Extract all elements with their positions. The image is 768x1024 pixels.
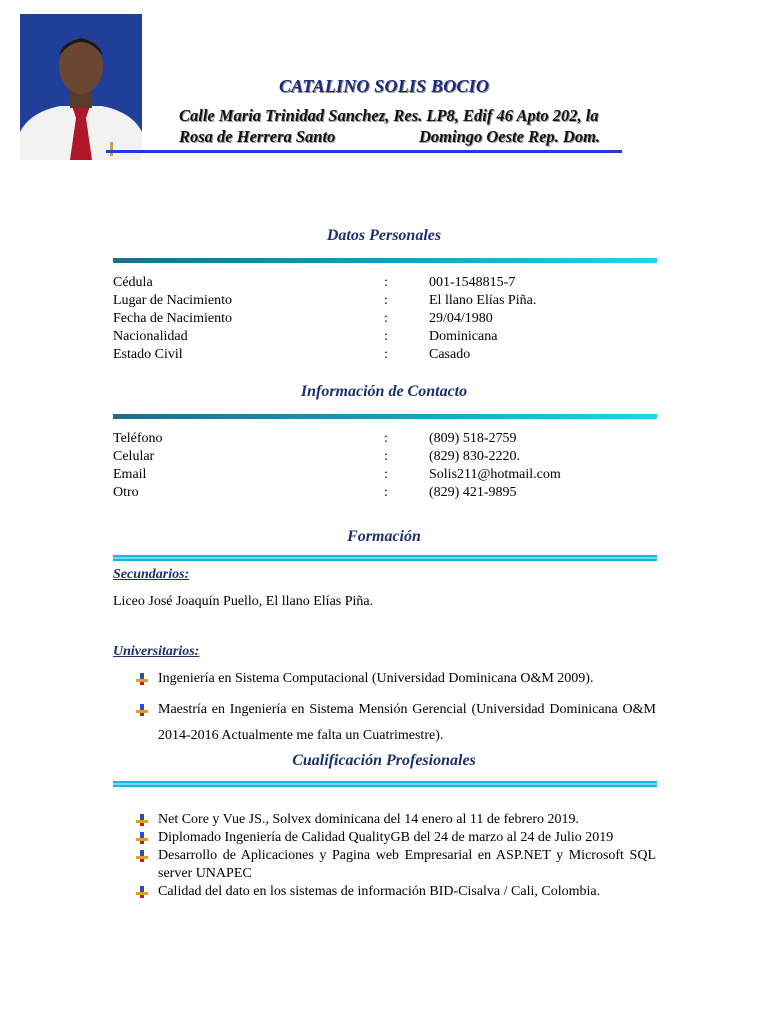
- section-divider-qualifications: [113, 781, 657, 787]
- field-label: Teléfono: [113, 431, 163, 446]
- candidate-name: CATALINO SOLIS BOCIO: [278, 76, 490, 96]
- field-label: Fecha de Nacimiento: [113, 311, 232, 326]
- subsection-university: Universitarios:: [113, 644, 200, 659]
- bullet-icon: [136, 886, 148, 898]
- qualification-item: Net Core y Vue JS., Solvex dominicana del 14 enero al 11 de febrero 2019.: [158, 812, 579, 827]
- field-value: (829) 421-9895: [429, 485, 517, 500]
- field-value: Dominicana: [429, 329, 498, 344]
- section-divider-education: [113, 555, 657, 561]
- qualification-item: Calidad del dato en los sistemas de información BID-Cisalva / Cali, Colombia.: [158, 884, 601, 899]
- list-item: [136, 670, 656, 688]
- list-item: [136, 829, 656, 847]
- field-label: Estado Civil: [113, 347, 183, 362]
- bullet-icon: [136, 673, 148, 685]
- field-value: (829) 830-2220.: [429, 449, 520, 464]
- field-value: El llano Elías Piña.: [429, 293, 537, 308]
- section-title-contact: Información de Contacto: [300, 383, 468, 400]
- header-divider: [106, 150, 622, 153]
- list-item: [136, 883, 656, 901]
- section-title-education: Formación: [347, 528, 421, 545]
- list-item: [136, 811, 656, 829]
- bullet-icon: [136, 850, 148, 862]
- field-value: 001-1548815-7: [429, 275, 516, 290]
- field-value: 29/04/1980: [429, 311, 493, 326]
- field-value: Solis211@hotmail.com: [429, 467, 561, 482]
- university-item: Ingeniería en Sistema Computacional (Universidad Dominicana O&M 2009).: [158, 671, 594, 686]
- list-item: [136, 847, 656, 883]
- subsection-secondary: Secundarios:: [113, 567, 190, 582]
- field-label: Cédula: [113, 275, 153, 290]
- qualification-item: Desarrollo de Aplicaciones y Pagina web Empresarial en ASP.NET y Microsoft SQL server UNAPEC: [158, 848, 656, 881]
- field-separator: :: [384, 467, 388, 482]
- field-label: Lugar de Nacimiento: [113, 293, 232, 308]
- qualification-item: Diplomado Ingeniería de Calidad QualityGB del 24 de marzo al 24 de Julio 2019: [158, 830, 614, 845]
- secondary-school: Liceo José Joaquín Puello, El llano Elías Piña.: [113, 594, 374, 609]
- address-line-2a: Rosa de Herrera Santo: [179, 127, 336, 146]
- field-value: (809) 518-2759: [429, 431, 517, 446]
- bullet-icon: [136, 704, 148, 716]
- section-divider-personal: [113, 258, 657, 263]
- field-separator: :: [384, 347, 388, 362]
- section-title-qualifications: Cualificación Profesionales: [292, 752, 476, 769]
- field-separator: :: [384, 275, 388, 290]
- field-label: Otro: [113, 485, 139, 500]
- field-separator: :: [384, 329, 388, 344]
- address-line-2b: Domingo Oeste Rep. Dom.: [419, 127, 601, 146]
- field-separator: :: [384, 431, 388, 446]
- bullet-icon: [136, 814, 148, 826]
- bullet-icon: [136, 832, 148, 844]
- field-separator: :: [384, 311, 388, 326]
- section-divider-contact: [113, 414, 657, 419]
- university-item: Maestría en Ingeniería en Sistema Mensión Gerencial (Universidad Dominicana O&M 2014-2016 Actualmente me falta un Cuatrimestre).: [158, 702, 656, 743]
- address-line-1: Calle Maria Trinidad Sanchez, Res. LP8, Edif 46 Apto 202, la: [179, 106, 599, 125]
- field-separator: :: [384, 293, 388, 308]
- field-label: Email: [113, 467, 147, 482]
- field-value: Casado: [429, 347, 471, 362]
- field-separator: :: [384, 449, 388, 464]
- field-label: Nacionalidad: [113, 329, 188, 344]
- field-label: Celular: [113, 449, 155, 464]
- list-item: [136, 697, 656, 749]
- field-separator: :: [384, 485, 388, 500]
- section-title-personal: Datos Personales: [326, 227, 442, 244]
